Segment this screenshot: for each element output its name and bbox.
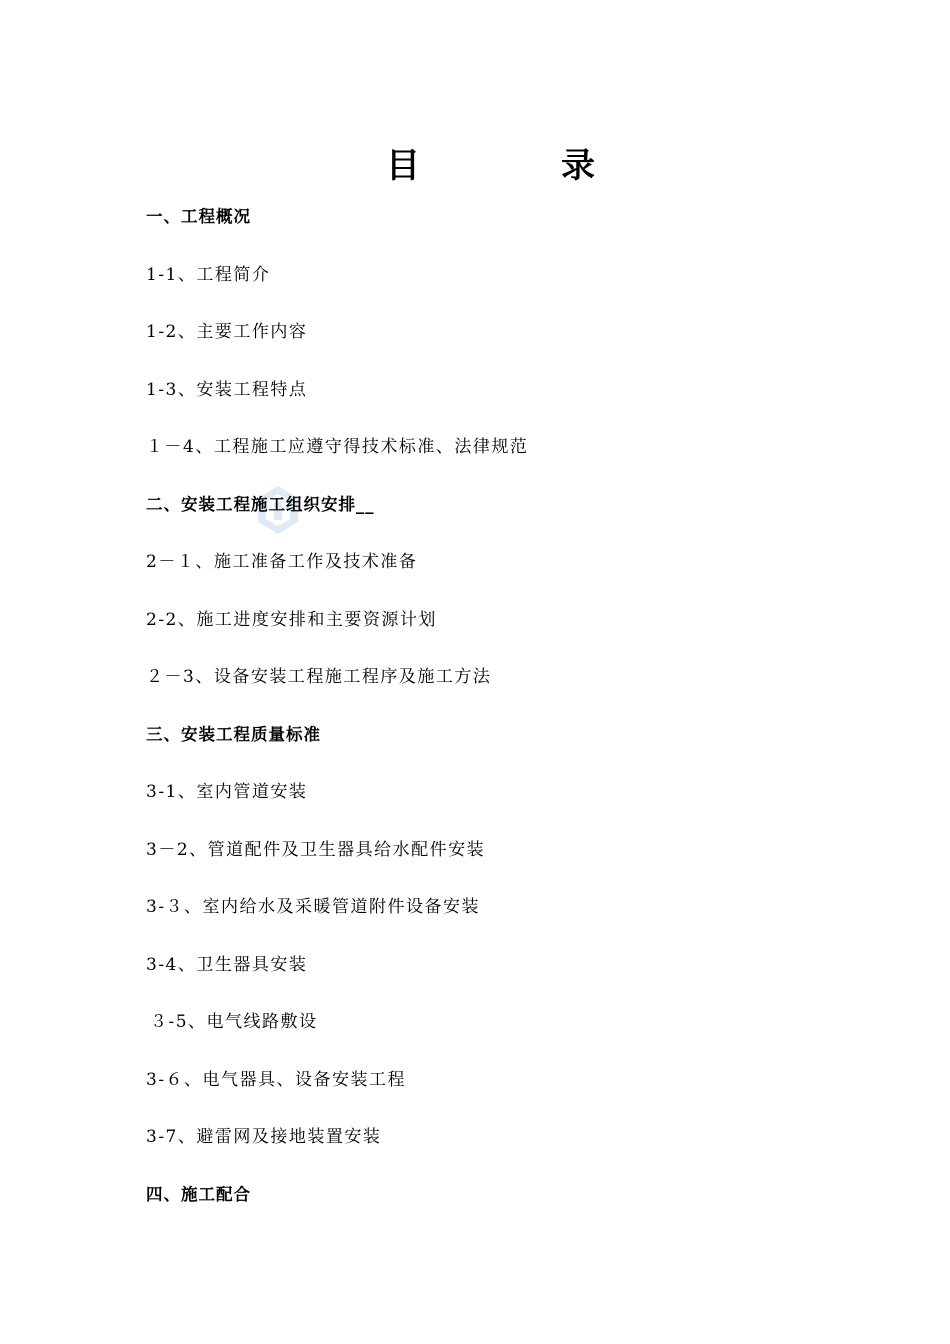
toc-entry[interactable]: 1-2、主要工作内容: [146, 322, 308, 342]
toc-entry[interactable]: 3－2、管道配件及卫生器具给水配件安装: [146, 839, 486, 860]
title-char-1: 目: [386, 146, 420, 186]
toc-entry[interactable]: 2-2、施工进度安排和主要资源计划: [146, 609, 437, 630]
toc-entry[interactable]: 1-1、工程简介: [146, 264, 271, 285]
table-of-contents: [146, 203, 846, 1238]
toc-entry[interactable]: １－4、工程施工应遵守得技术标准、法律规范: [146, 437, 529, 457]
toc-entry[interactable]: 1-3、安装工程特点: [146, 379, 308, 400]
toc-entry[interactable]: ２－3、设备安装工程施工程序及施工方法: [146, 667, 492, 687]
page-title: [0, 143, 950, 193]
toc-entry[interactable]: 3-1、室内管道安装: [146, 782, 308, 802]
toc-entry[interactable]: 一、工程概况: [146, 207, 251, 226]
toc-entry[interactable]: ３-5、电气线路敷设: [150, 1012, 318, 1032]
toc-entry[interactable]: 3-３、室内给水及采暖管道附件设备安装: [146, 897, 481, 917]
toc-entry[interactable]: 四、施工配合: [146, 1184, 251, 1204]
toc-entry[interactable]: 2－１、施工准备工作及技术准备: [146, 552, 418, 572]
toc-entry[interactable]: 三、安装工程质量标准: [146, 724, 321, 744]
title-char-2: 录: [561, 146, 595, 186]
toc-entry[interactable]: 3-7、避雷网及接地装置安装: [146, 1127, 382, 1147]
toc-entry[interactable]: 3-６、电气器具、设备安装工程: [146, 1069, 407, 1090]
toc-entry[interactable]: 3-4、卫生器具安装: [146, 954, 308, 975]
toc-entry[interactable]: 二、安装工程施工组织安排__: [146, 494, 375, 514]
